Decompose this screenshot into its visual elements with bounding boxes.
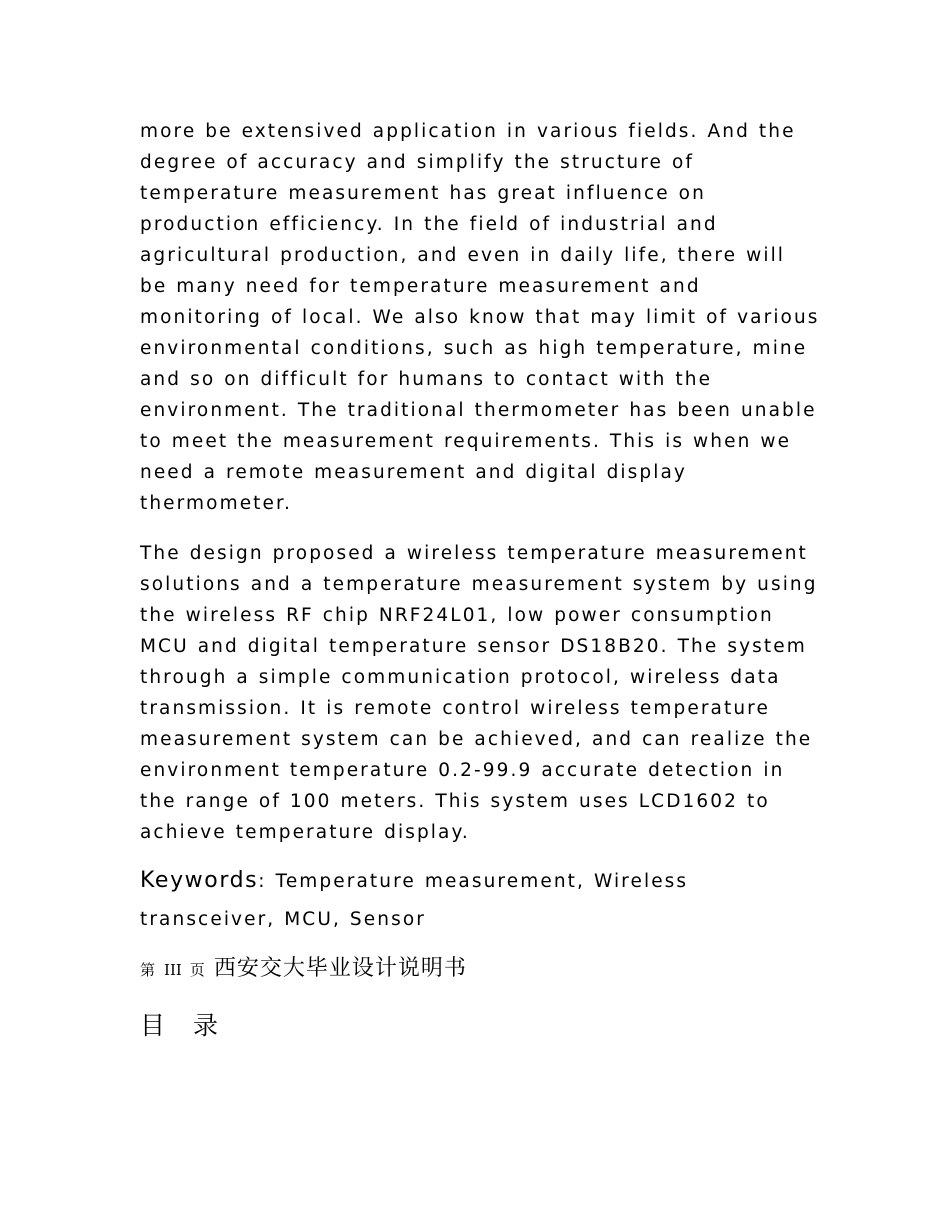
keywords-separator: : xyxy=(258,871,276,892)
page-content xyxy=(140,116,820,1042)
page-label-prefix: 第 xyxy=(140,961,157,979)
abstract-paragraph-2: The design proposed a wireless temperature measurement solutions and a temperature measurement system by using the wireless RF chip NRF24L01, low power consumption MCU and digital temperature sensor DS18B20. The system through a simple communication protocol, wireless data transmission. It is remote control wireless temperature measurement system can be achieved, and can realize the environment temperature 0.2-99.9 accurate detection in the range of 100 meters. This system uses LCD1602 to achieve temperature display. xyxy=(140,543,818,843)
page-label-suffix: 页 xyxy=(189,961,206,979)
toc-heading: 目 录 xyxy=(140,1011,228,1040)
page-footer xyxy=(140,951,820,982)
abstract-paragraph-1: more be extensived application in various fields. And the degree of accuracy and simplify the structure of temperature measurement has great influence on production efficiency. In the field of industrial and agricultural production, and even in daily life, there will be many need for temperature measurement and monitoring of local. We also know that may limit of various environmental conditions, such as high temperature, mine and so on difficult for humans to contact with the environment. The traditional thermometer has been unable to meet the measurement requirements. This is when we need a remote measurement and digital display thermometer. xyxy=(140,121,820,514)
school-title: 西安交大毕业设计说明书 xyxy=(213,956,467,981)
keywords-label: Keywords xyxy=(140,868,259,893)
keywords-text: Temperature measurement, Wireless transceiver, MCU, Sensor xyxy=(140,871,689,930)
page-number: III xyxy=(164,961,182,979)
keywords-line xyxy=(140,862,820,939)
